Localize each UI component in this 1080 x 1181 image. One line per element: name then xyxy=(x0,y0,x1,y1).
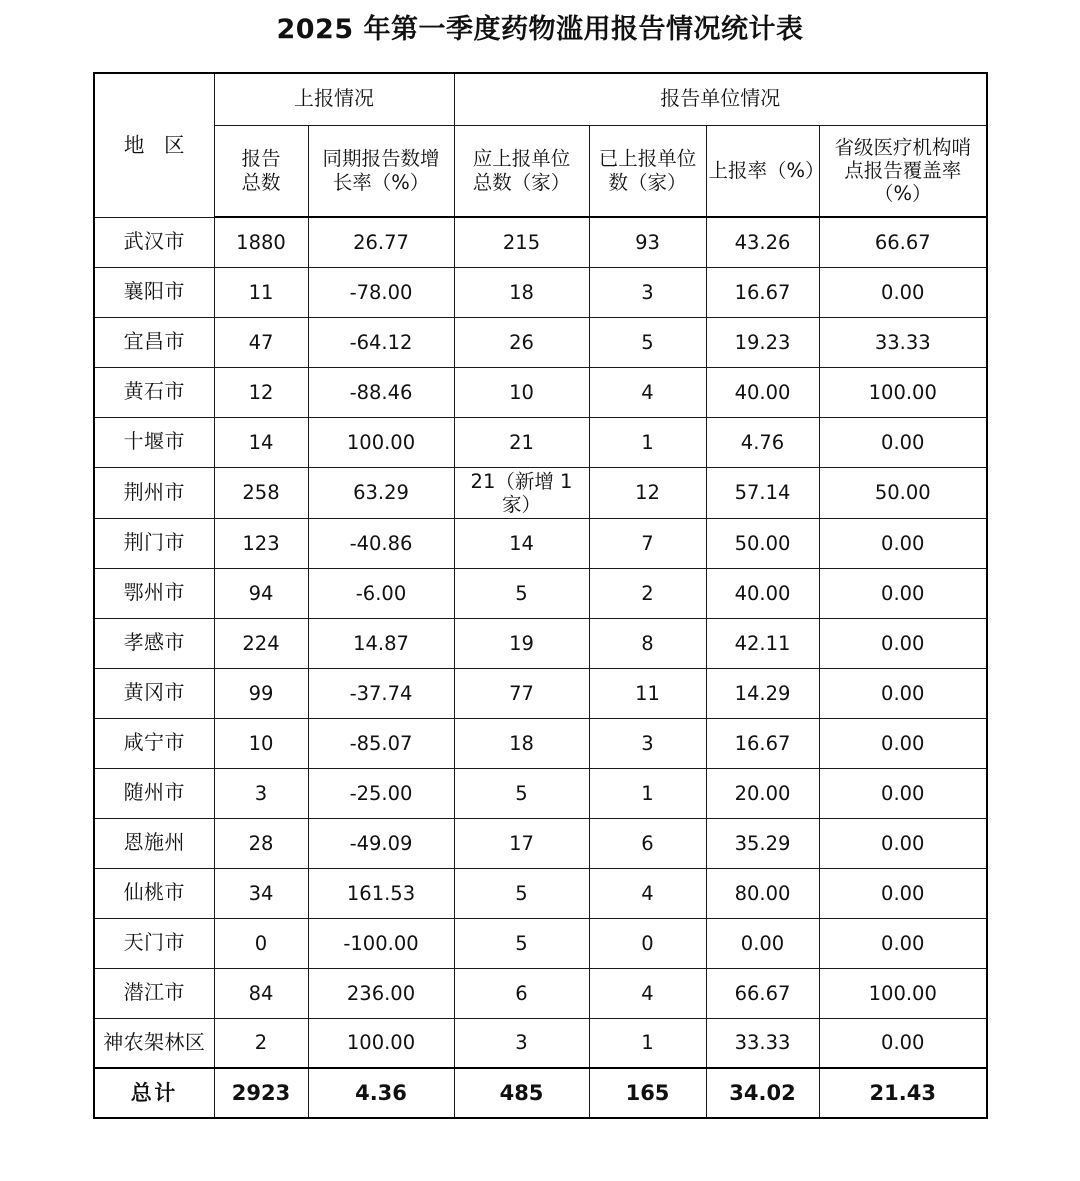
region-name-cell: 黄冈市 xyxy=(94,668,214,718)
table-body xyxy=(94,217,987,1118)
cell-should-report-units: 5 xyxy=(454,868,589,918)
column-header-coverage-rate xyxy=(819,125,987,217)
cell-reported-units: 4 xyxy=(589,367,706,417)
table-total-row xyxy=(94,1068,987,1118)
cell-reported-units: 6 xyxy=(589,818,706,868)
cell-growth-rate: -37.74 xyxy=(308,668,454,718)
cell-report-total: 10 xyxy=(214,718,308,768)
cell-reported-units: 1 xyxy=(589,417,706,467)
cell-should-report-units: 21（新增 1 家） xyxy=(454,467,589,518)
cell-coverage-rate: 50.00 xyxy=(819,467,987,518)
cell-growth-rate: -85.07 xyxy=(308,718,454,768)
table-row xyxy=(94,768,987,818)
page-title: 2025 年第一季度药物滥用报告情况统计表 xyxy=(276,14,804,45)
cell-coverage-rate: 0.00 xyxy=(819,918,987,968)
cell-growth-rate: 63.29 xyxy=(308,467,454,518)
column-header-coverage-rate-line1: 省级医疗机构哨 xyxy=(834,135,971,159)
cell-report-rate: 80.00 xyxy=(706,868,819,918)
cell-should-report-units: 18 xyxy=(454,267,589,317)
table-row xyxy=(94,568,987,618)
cell-reported-units: 7 xyxy=(589,518,706,568)
total-label-cell: 总计 xyxy=(94,1068,214,1118)
column-header-region: 地 区 xyxy=(94,73,214,217)
cell-report-rate: 14.29 xyxy=(706,668,819,718)
region-name-cell: 十堰市 xyxy=(94,417,214,467)
cell-coverage-rate: 100.00 xyxy=(819,968,987,1018)
cell-should-report-units: 21 xyxy=(454,417,589,467)
cell-reported-units: 5 xyxy=(589,317,706,367)
table-row xyxy=(94,367,987,417)
cell-should-report-units: 26 xyxy=(454,317,589,367)
cell-coverage-rate: 0.00 xyxy=(819,417,987,467)
cell-growth-rate: -25.00 xyxy=(308,768,454,818)
cell-report-total: 14 xyxy=(214,417,308,467)
cell-report-rate: 66.67 xyxy=(706,968,819,1018)
cell-growth-rate: 4.36 xyxy=(308,1068,454,1118)
table-row xyxy=(94,968,987,1018)
cell-coverage-rate: 0.00 xyxy=(819,568,987,618)
cell-reported-units: 2 xyxy=(589,568,706,618)
column-header-report-total xyxy=(214,125,308,217)
drug-abuse-report-table xyxy=(93,72,988,1119)
table-row xyxy=(94,618,987,668)
cell-reported-units: 3 xyxy=(589,718,706,768)
cell-should-report-units: 77 xyxy=(454,668,589,718)
cell-growth-rate: -78.00 xyxy=(308,267,454,317)
region-name-cell: 荆州市 xyxy=(94,467,214,518)
cell-report-total: 11 xyxy=(214,267,308,317)
cell-should-report-units: 17 xyxy=(454,818,589,868)
column-header-growth-rate-line1: 同期报告数增 xyxy=(322,147,440,171)
region-name-cell: 鄂州市 xyxy=(94,568,214,618)
cell-should-report-units: 10 xyxy=(454,367,589,417)
cell-report-total: 3 xyxy=(214,768,308,818)
cell-should-report-units: 5 xyxy=(454,568,589,618)
cell-report-rate: 0.00 xyxy=(706,918,819,968)
cell-report-total: 47 xyxy=(214,317,308,367)
cell-reported-units: 8 xyxy=(589,618,706,668)
column-header-report-rate xyxy=(706,125,825,217)
cell-should-report-units: 19 xyxy=(454,618,589,668)
cell-growth-rate: -6.00 xyxy=(308,568,454,618)
region-name-cell: 潜江市 xyxy=(94,968,214,1018)
column-header-growth-rate xyxy=(308,125,454,217)
cell-should-report-units: 14 xyxy=(454,518,589,568)
region-name-cell: 咸宁市 xyxy=(94,718,214,768)
table-row xyxy=(94,317,987,367)
cell-growth-rate: -64.12 xyxy=(308,317,454,367)
cell-report-rate: 16.67 xyxy=(706,718,819,768)
table-header xyxy=(94,73,987,217)
column-header-should-report-units xyxy=(454,125,589,217)
region-name-cell: 神农架林区 xyxy=(94,1018,214,1068)
region-name-cell: 武汉市 xyxy=(94,217,214,267)
table-row xyxy=(94,718,987,768)
cell-growth-rate: -100.00 xyxy=(308,918,454,968)
cell-reported-units: 4 xyxy=(589,868,706,918)
cell-should-report-units: 3 xyxy=(454,1018,589,1068)
cell-should-report-units: 215 xyxy=(454,217,589,267)
table-row xyxy=(94,518,987,568)
cell-report-total: 2 xyxy=(214,1018,308,1068)
cell-report-total: 34 xyxy=(214,868,308,918)
region-name-cell: 襄阳市 xyxy=(94,267,214,317)
column-header-reported-units-line1: 已上报单位 xyxy=(598,147,697,171)
cell-coverage-rate: 21.43 xyxy=(819,1068,987,1118)
cell-growth-rate: 100.00 xyxy=(308,417,454,467)
region-name-cell: 荆门市 xyxy=(94,518,214,568)
cell-coverage-rate: 0.00 xyxy=(819,868,987,918)
cell-reported-units: 4 xyxy=(589,968,706,1018)
cell-report-total: 28 xyxy=(214,818,308,868)
column-header-coverage-rate-line2: 点报告覆盖率 xyxy=(844,159,962,183)
cell-growth-rate: -88.46 xyxy=(308,367,454,417)
cell-growth-rate: 161.53 xyxy=(308,868,454,918)
column-header-report-total-line2: 总数 xyxy=(241,170,281,194)
table-header-group-row xyxy=(94,73,987,125)
cell-reported-units: 0 xyxy=(589,918,706,968)
cell-coverage-rate: 100.00 xyxy=(819,367,987,417)
cell-coverage-rate: 0.00 xyxy=(819,718,987,768)
cell-reported-units: 93 xyxy=(589,217,706,267)
cell-report-total: 123 xyxy=(214,518,308,568)
cell-report-rate: 40.00 xyxy=(706,568,819,618)
table-header-column-row xyxy=(94,125,987,217)
column-header-growth-rate-line2: 长率（%） xyxy=(332,170,430,194)
column-header-should-report-units-line2: 总数（家） xyxy=(472,170,571,194)
region-name-cell: 黄石市 xyxy=(94,367,214,417)
region-name-cell: 天门市 xyxy=(94,918,214,968)
cell-report-rate: 57.14 xyxy=(706,467,819,518)
table-row xyxy=(94,1018,987,1068)
cell-should-report-units: 5 xyxy=(454,768,589,818)
table-row xyxy=(94,467,987,518)
column-header-reported-units-line2: 数（家） xyxy=(608,170,687,194)
region-name-cell: 恩施州 xyxy=(94,818,214,868)
cell-report-rate: 42.11 xyxy=(706,618,819,668)
cell-coverage-rate: 0.00 xyxy=(819,518,987,568)
cell-report-rate: 35.29 xyxy=(706,818,819,868)
cell-should-report-units: 6 xyxy=(454,968,589,1018)
cell-report-rate: 4.76 xyxy=(706,417,819,467)
cell-report-rate: 34.02 xyxy=(706,1068,819,1118)
cell-coverage-rate: 0.00 xyxy=(819,668,987,718)
cell-growth-rate: 26.77 xyxy=(308,217,454,267)
cell-reported-units: 165 xyxy=(589,1068,706,1118)
cell-reported-units: 1 xyxy=(589,1018,706,1068)
cell-coverage-rate: 66.67 xyxy=(819,217,987,267)
table-row xyxy=(94,417,987,467)
region-name-cell: 宜昌市 xyxy=(94,317,214,367)
cell-report-rate: 19.23 xyxy=(706,317,819,367)
cell-report-total: 12 xyxy=(214,367,308,417)
cell-should-report-units: 485 xyxy=(454,1068,589,1118)
cell-report-total: 84 xyxy=(214,968,308,1018)
cell-report-rate: 43.26 xyxy=(706,217,819,267)
column-header-coverage-rate-line3: （%） xyxy=(873,182,932,206)
cell-growth-rate: -40.86 xyxy=(308,518,454,568)
table-row xyxy=(94,267,987,317)
column-header-should-report-units-line1: 应上报单位 xyxy=(472,147,571,171)
cell-reported-units: 12 xyxy=(589,467,706,518)
cell-growth-rate: 236.00 xyxy=(308,968,454,1018)
cell-coverage-rate: 0.00 xyxy=(819,768,987,818)
region-name-cell: 孝感市 xyxy=(94,618,214,668)
cell-should-report-units: 5 xyxy=(454,918,589,968)
cell-report-total: 258 xyxy=(214,467,308,518)
table-row xyxy=(94,868,987,918)
cell-growth-rate: -49.09 xyxy=(308,818,454,868)
column-group-header-reporting-status: 上报情况 xyxy=(214,73,454,125)
cell-coverage-rate: 33.33 xyxy=(819,317,987,367)
cell-report-rate: 50.00 xyxy=(706,518,819,568)
region-name-cell: 仙桃市 xyxy=(94,868,214,918)
table-row xyxy=(94,818,987,868)
cell-coverage-rate: 0.00 xyxy=(819,1018,987,1068)
cell-report-total: 94 xyxy=(214,568,308,618)
cell-coverage-rate: 0.00 xyxy=(819,618,987,668)
column-group-header-reporting-units: 报告单位情况 xyxy=(454,73,987,125)
column-header-reported-units xyxy=(589,125,706,217)
table-row xyxy=(94,668,987,718)
cell-reported-units: 1 xyxy=(589,768,706,818)
cell-reported-units: 11 xyxy=(589,668,706,718)
cell-report-rate: 40.00 xyxy=(706,367,819,417)
cell-coverage-rate: 0.00 xyxy=(819,818,987,868)
statistics-table-container xyxy=(93,72,986,1119)
cell-report-total: 1880 xyxy=(214,217,308,267)
cell-reported-units: 3 xyxy=(589,267,706,317)
cell-report-total: 224 xyxy=(214,618,308,668)
cell-report-rate: 20.00 xyxy=(706,768,819,818)
cell-growth-rate: 14.87 xyxy=(308,618,454,668)
cell-report-total: 2923 xyxy=(214,1068,308,1118)
cell-coverage-rate: 0.00 xyxy=(819,267,987,317)
cell-report-rate: 16.67 xyxy=(706,267,819,317)
region-name-cell: 随州市 xyxy=(94,768,214,818)
cell-report-total: 0 xyxy=(214,918,308,968)
column-header-report-total-line1: 报告 xyxy=(241,147,281,171)
cell-growth-rate: 100.00 xyxy=(308,1018,454,1068)
table-row xyxy=(94,918,987,968)
table-row xyxy=(94,217,987,267)
cell-report-rate: 33.33 xyxy=(706,1018,819,1068)
cell-should-report-units: 18 xyxy=(454,718,589,768)
cell-report-total: 99 xyxy=(214,668,308,718)
column-header-report-rate-line1: 上报率（%） xyxy=(708,159,825,183)
